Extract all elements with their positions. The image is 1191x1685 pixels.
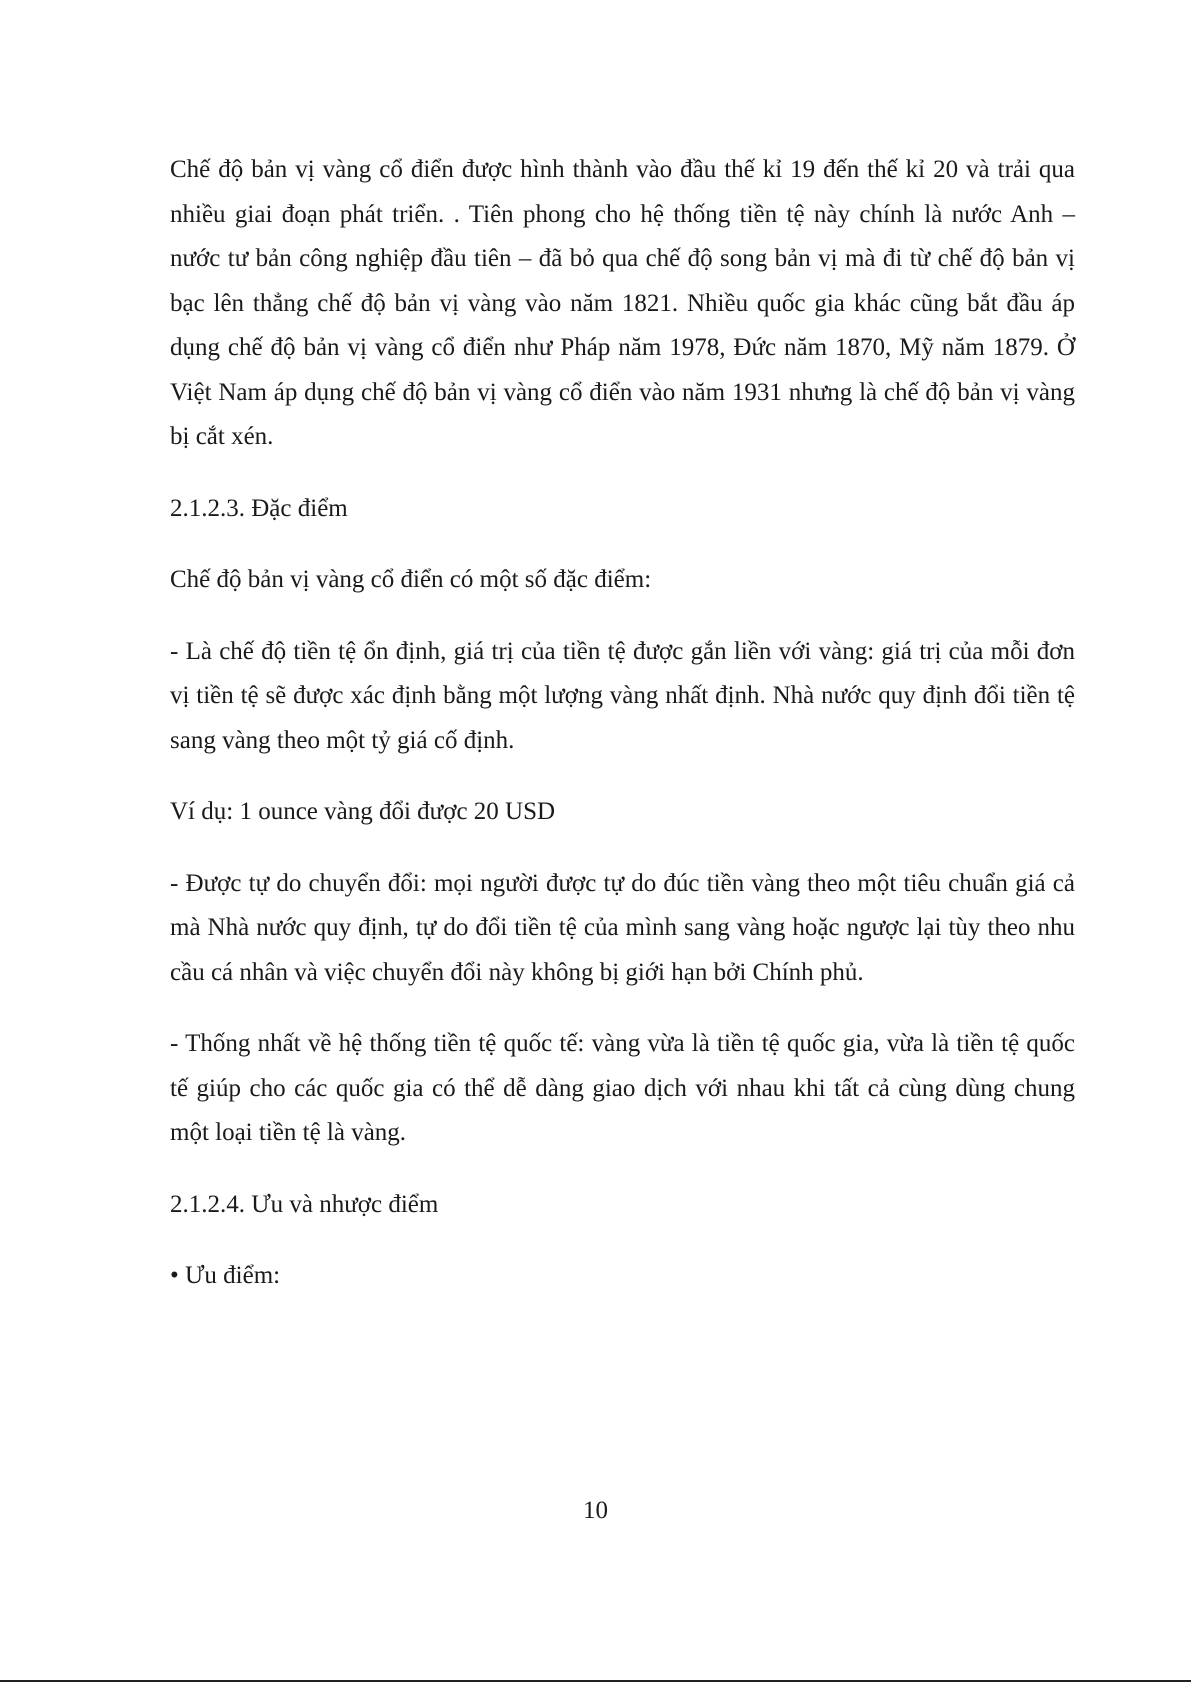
section-heading-2-1-2-3: 2.1.2.3. Đặc điểm [170, 494, 348, 522]
page-body [170, 148, 1075, 1299]
feature-unified-paragraph: - Thống nhất về hệ thống tiền tệ quốc tế: vàng vừa là tiền tệ quốc gia, vừa là tiền tệ quốc tế giúp cho các quốc gia có thể dễ dàng giao dịch với nhau khi tất cả cùng dùng chung một loại tiền tệ là vàng. [170, 1030, 1075, 1146]
feature-stable-paragraph: - Là chế độ tiền tệ ổn định, giá trị của tiền tệ được gắn liền với vàng: giá trị của mỗi đơn vị tiền tệ sẽ được xác định bằng một lượng vàng nhất định. Nhà nước quy định đổi tiền tệ sang vàng theo một tỷ giá cố định. [170, 637, 1075, 754]
example-paragraph: Ví dụ: 1 ounce vàng đổi được 20 USD [170, 798, 556, 825]
features-intro-paragraph: Chế độ bản vị vàng cổ điển có một số đặc điểm: [170, 566, 652, 593]
advantages-bullet: • Ưu điểm: [170, 1262, 281, 1289]
page-number: 10 [583, 1497, 608, 1524]
page-bottom-rule [0, 1680, 1191, 1682]
intro-paragraph: Chế độ bản vị vàng cổ điển được hình thành vào đầu thế kỉ 19 đến thế kỉ 20 và trải qua nhiều giai đoạn phát triển. . Tiên phong cho hệ thống tiền tệ này chính là nước Anh – nước tư bản công nghiệp đầu tiên – đã bỏ qua chế độ song bản vị mà đi từ chế độ bản vị bạc lên thẳng chế độ bản vị vàng vào năm 1821. Nhiều quốc gia khác cũng bắt đầu áp dụng chế độ bản vị vàng cổ điển như Pháp năm 1978, Đức năm 1870, Mỹ năm 1879. Ở Việt Nam áp dụng chế độ bản vị vàng cổ điển vào năm 1931 nhưng là chế độ bản vị vàng bị cắt xén. [170, 156, 1075, 450]
section-heading-2-1-2-4: 2.1.2.4. Ưu và nhược điểm [170, 1190, 439, 1218]
feature-convertible-paragraph: - Được tự do chuyển đổi: mọi người được tự do đúc tiền vàng theo một tiêu chuẩn giá cả mà Nhà nước quy định, tự do đổi tiền tệ của mình sang vàng hoặc ngược lại tùy theo nhu cầu cá nhân và việc chuyển đổi này không bị giới hạn bởi Chính phủ. [170, 869, 1075, 986]
